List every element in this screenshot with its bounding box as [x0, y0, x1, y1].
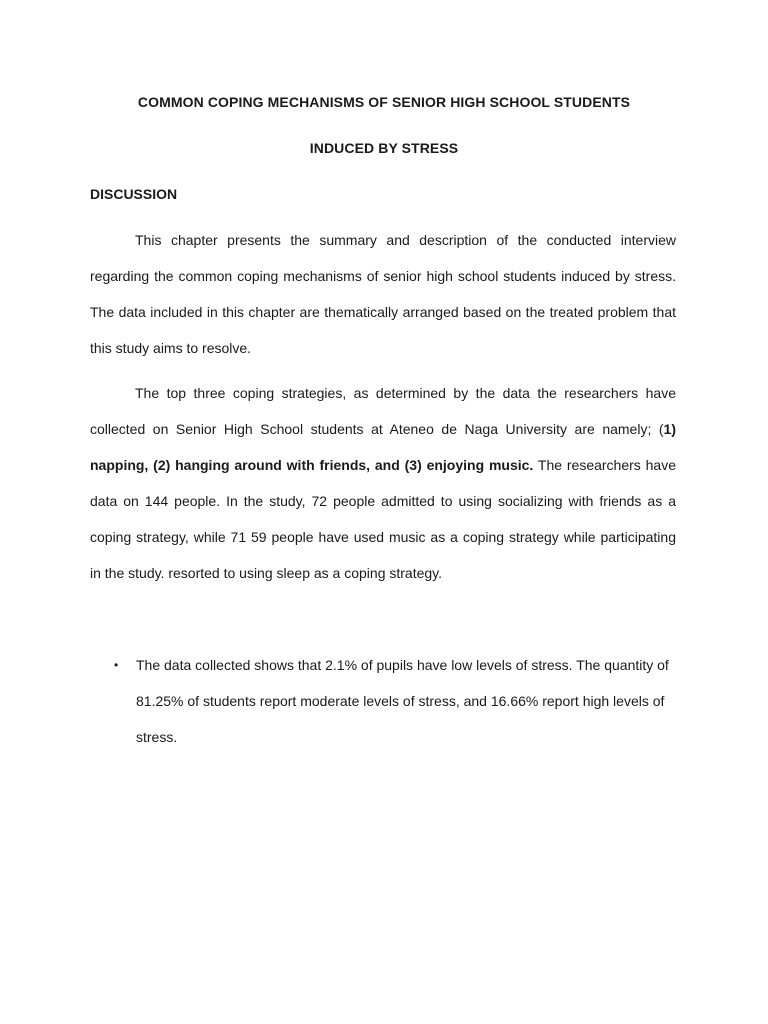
bullet-icon: •	[114, 658, 119, 672]
bullet-text: The data collected shows that 2.1% of pupils have low levels of stress. The quantity of 81.25% of students report moderate levels of stress, and 16.66% report high levels of stress.	[136, 657, 669, 745]
paragraph-text-start: The top three coping strategies, as determined by the data the researchers have collected on Senior High School students at Ateneo de Naga University are namely; (	[90, 385, 676, 437]
paragraph-text-end: The researchers have data on 144 people. In the study, 72 people admitted to using socializing with friends as a coping strategy, while 71 59 people have used music as a coping strategy while participating in the study. resorted to using sleep as a coping strategy.	[90, 457, 676, 581]
paragraph-intro: This chapter presents the summary and description of the conducted interview regarding the common coping mechanisms of senior high school students induced by stress. The data included in this chapter are thematically arranged based on the treated problem that this study aims to resolve.	[90, 232, 676, 356]
document-title-line-2: INDUCED BY STRESS	[309, 140, 459, 156]
paragraph-bold-strategies: 1) napping, (2) hanging around with friends, and (3) enjoying music.	[90, 421, 676, 473]
section-heading: DISCUSSION	[90, 186, 178, 202]
paragraph-coping-strategies	[90, 375, 676, 591]
document-title-line-1: COMMON COPING MECHANISMS OF SENIOR HIGH SCHOOL STUDENTS	[137, 94, 631, 110]
bullet-list	[90, 647, 676, 755]
list-item	[90, 647, 676, 755]
